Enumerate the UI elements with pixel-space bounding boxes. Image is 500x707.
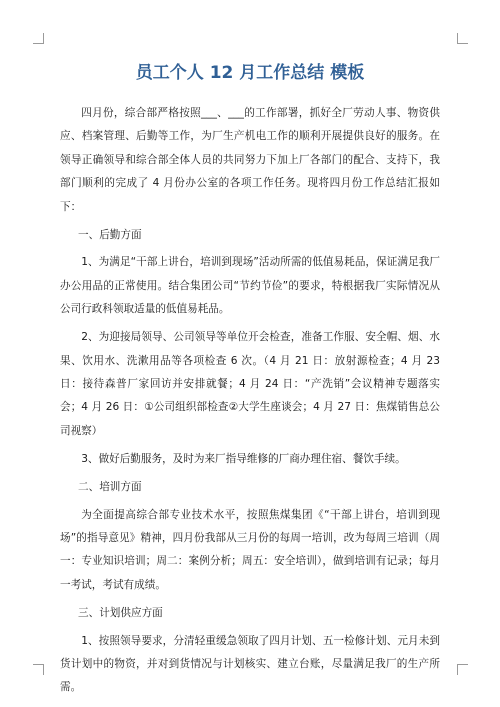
intro-paragraph: 四月份，综合部严格按照___、___的工作部署，抓好全厂劳动人事、物资供应、档案管理、后勤等工作，为厂生产机电工作的顺利开展提供良好的服务。在领导正确领导和综合部全体人员的共同努力下加上厂各部门的配合、支持下，我部门顺利的完成了 4 月份办公室的各项工作任务。现将四月份工作总结汇报如下： — [60, 107, 440, 213]
logistics-item-2: 2、为迎接局领导、公司领导等单位开会检查，准备工作服、安全帽、烟、水果、饮用水、洗漱用品等各项检查 6 次。（4 月 21 日：放射源检查；4 月 23 日：接待森普厂家回访并安排就餐；4 月 24 日：“产洗销”会议精神专题落实会；4 月 26 日：①公司组织部检查②大学生座谈会；4 月 27 日：焦煤销售总公司视察） — [60, 331, 440, 437]
section-heading-supply: 三、计划供应方面 — [78, 606, 163, 619]
training-paragraph: 为全面提高综合部专业技术水平，按照焦煤集团《“干部上讲台，培训到现场”的指导意见》精神，四月份我部从三月份的每周一培训，改为每周三培训（周一：专业知识培训；周二：案例分析；周五：安全培训），做到培训有记录；每月一考试，考试有成绩。 — [60, 508, 440, 591]
crop-mark-bottom-right — [457, 664, 468, 675]
crop-mark-top-left — [33, 33, 44, 44]
logistics-item-3: 3、做好后勤服务，及时为来厂指导维修的厂商办理住宿、餐饮手续。 — [81, 452, 406, 465]
supply-item-1: 1、按照领导要求，分清轻重缓急领取了四月计划、五一检修计划、元月未到货计划中的物资，并对到货情况与计划核实、建立台账，尽量满足我厂的生产所需。 — [60, 634, 440, 694]
logistics-item-1: 1、为满足“干部上讲台，培训到现场”活动所需的低值易耗品，保证满足我厂办公用品的正常使用。结合集团公司“节约节俭”的要求，特根据我厂实际情况从公司行政科领取适量的低值易耗品。 — [60, 256, 440, 316]
section-heading-training: 二、培训方面 — [78, 480, 142, 493]
crop-mark-top-right — [457, 33, 468, 44]
document-page — [60, 60, 440, 704]
document-title: 员工个人 12 月工作总结 模板 — [135, 63, 365, 83]
crop-mark-bottom-left — [33, 664, 44, 675]
section-heading-logistics: 一、后勤方面 — [78, 228, 142, 241]
